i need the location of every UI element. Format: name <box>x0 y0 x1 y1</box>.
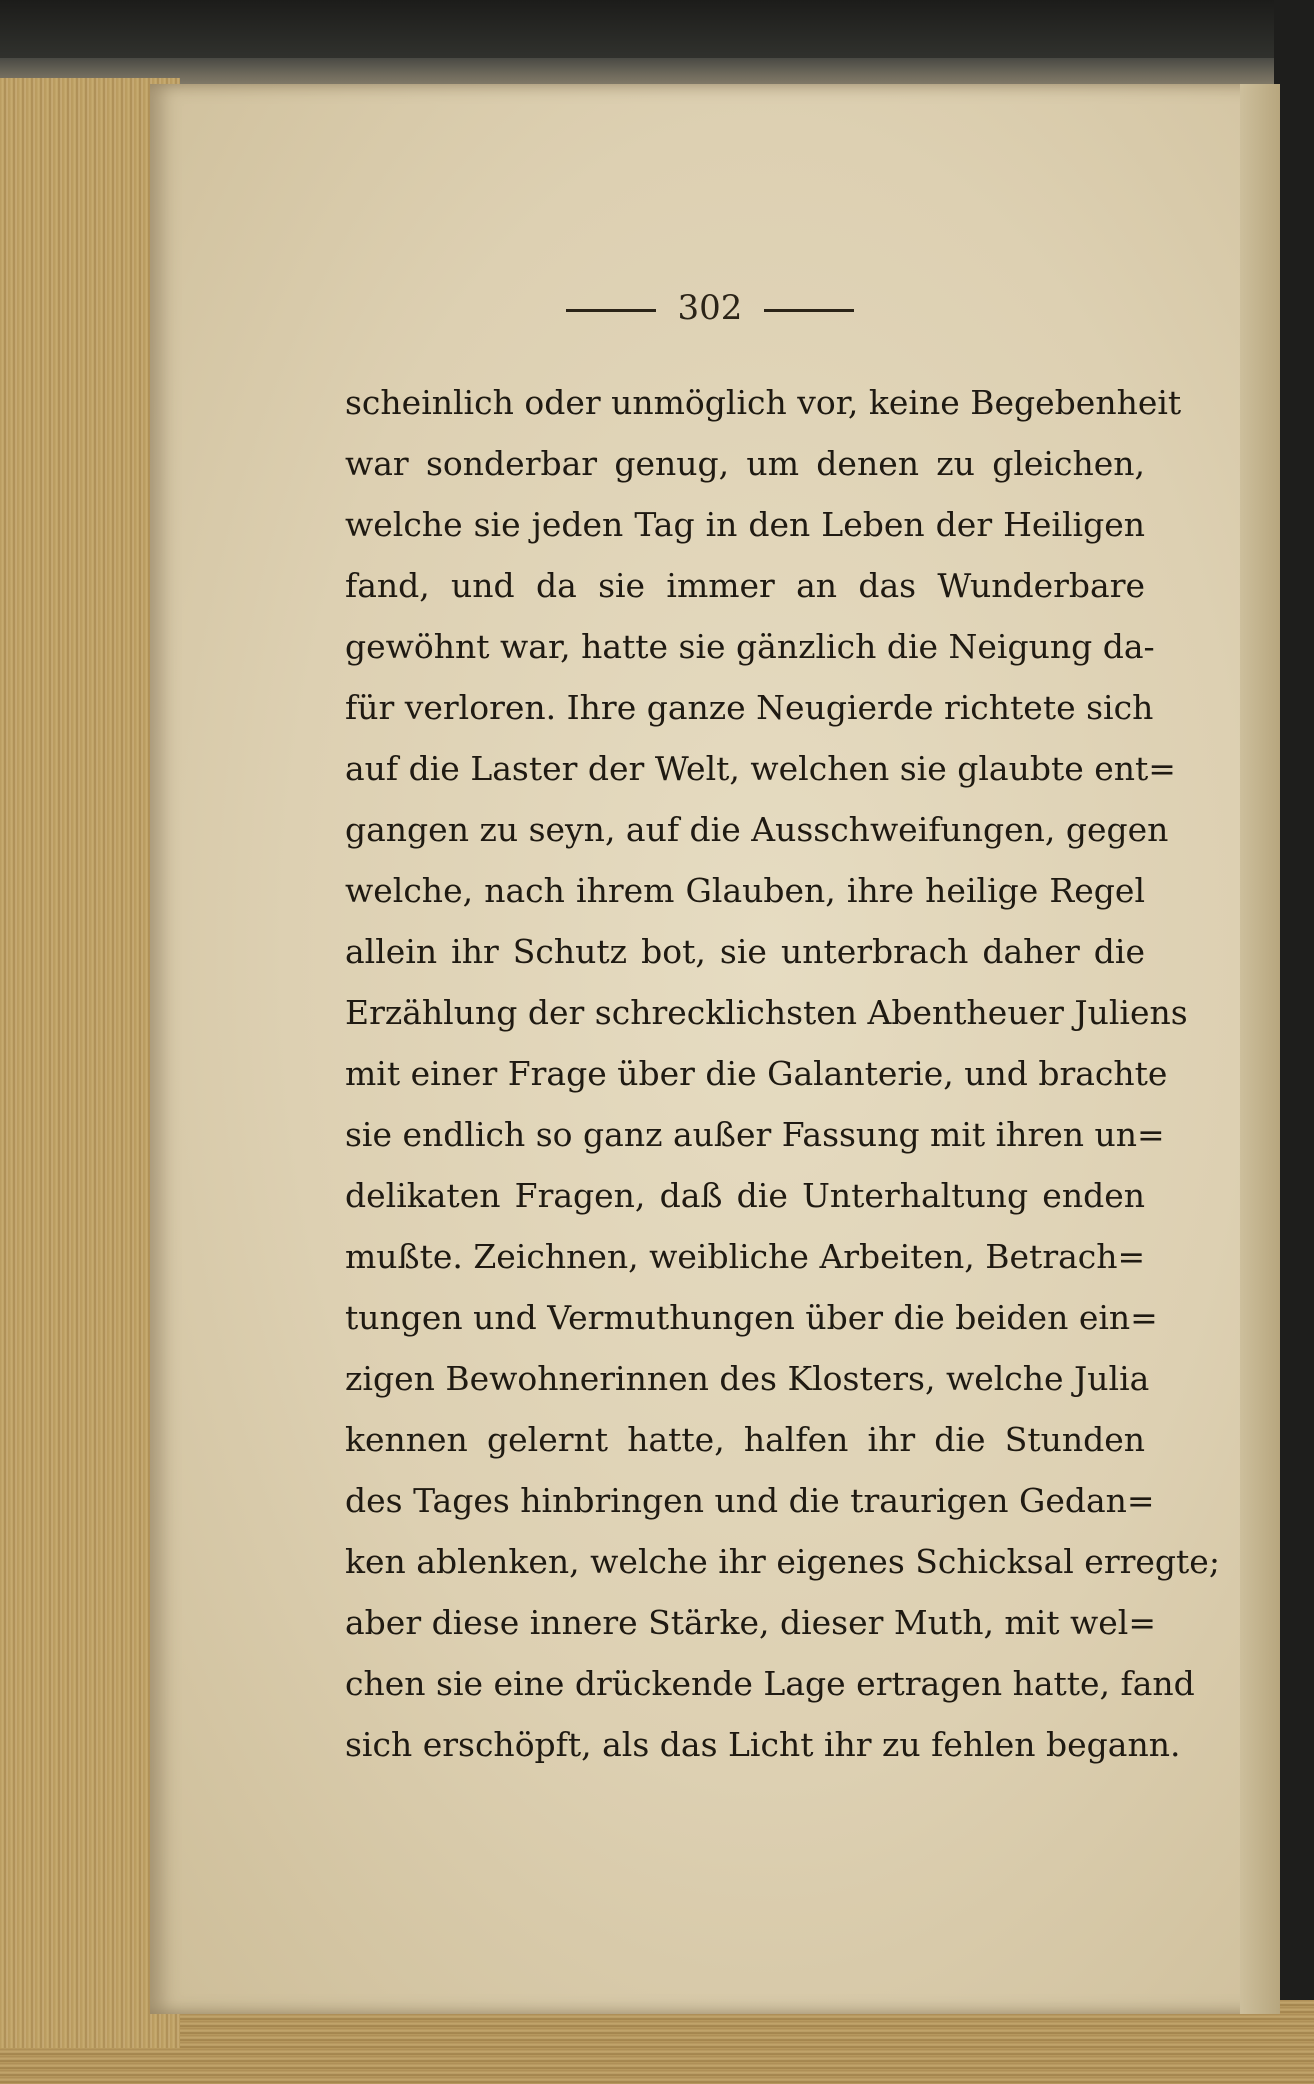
text-line: chen sie eine drückende Lage ertragen hatte, fand <box>345 1664 1195 1703</box>
body-text <box>345 372 1220 1775</box>
head-dash-left <box>566 309 656 312</box>
page-right-edge <box>1240 84 1280 2014</box>
book-cover-right <box>1274 0 1314 2084</box>
text-line: mit einer Frage über die Galanterie, und brachte <box>345 1054 1168 1093</box>
text-line: aber diese innere Stärke, dieser Muth, mit wel= <box>345 1603 1157 1642</box>
text-line: sich erschöpft, als das Licht ihr zu fehlen begann. <box>345 1725 1181 1764</box>
text-line: welche sie jeden Tag in den Leben der Heiligen <box>345 505 1145 544</box>
text-line: welche, nach ihrem Glauben, ihre heilige Regel <box>345 871 1145 910</box>
text-line: war sonderbar genug, um denen zu gleichen, <box>345 444 1145 483</box>
running-head <box>150 288 1270 328</box>
page-number: 302 <box>677 288 743 328</box>
text-line: gangen zu seyn, auf die Ausschweifungen, gegen <box>345 810 1169 849</box>
text-line: sie endlich so ganz außer Fassung mit ihren un= <box>345 1115 1165 1154</box>
text-line: fand, und da sie immer an das Wunderbare <box>345 566 1145 605</box>
text-line: tungen und Vermuthungen über die beiden ein= <box>345 1298 1158 1337</box>
text-line: scheinlich oder unmöglich vor, keine Begebenheit <box>345 383 1182 422</box>
text-line: mußte. Zeichnen, weibliche Arbeiten, Betrach= <box>345 1237 1146 1276</box>
text-line: Erzählung der schrecklichsten Abentheuer Juliens <box>345 993 1188 1032</box>
text-line: auf die Laster der Welt, welchen sie glaubte ent= <box>345 749 1176 788</box>
head-dash-right <box>764 309 854 312</box>
text-line: für verloren. Ihre ganze Neugierde richtete sich <box>345 688 1154 727</box>
text-line: delikaten Fragen, daß die Unterhaltung enden <box>345 1176 1145 1215</box>
text-line: allein ihr Schutz bot, sie unterbrach daher die <box>345 932 1145 971</box>
text-line: zigen Bewohnerinnen des Klosters, welche Julia <box>345 1359 1150 1398</box>
text-line: gewöhnt war, hatte sie gänzlich die Neigung da- <box>345 627 1155 666</box>
text-line: des Tages hinbringen und die traurigen Gedan= <box>345 1481 1155 1520</box>
text-line: ken ablenken, welche ihr eigenes Schicksal erregte; <box>345 1542 1220 1581</box>
text-line: kennen gelernt hatte, halfen ihr die Stunden <box>345 1420 1145 1459</box>
